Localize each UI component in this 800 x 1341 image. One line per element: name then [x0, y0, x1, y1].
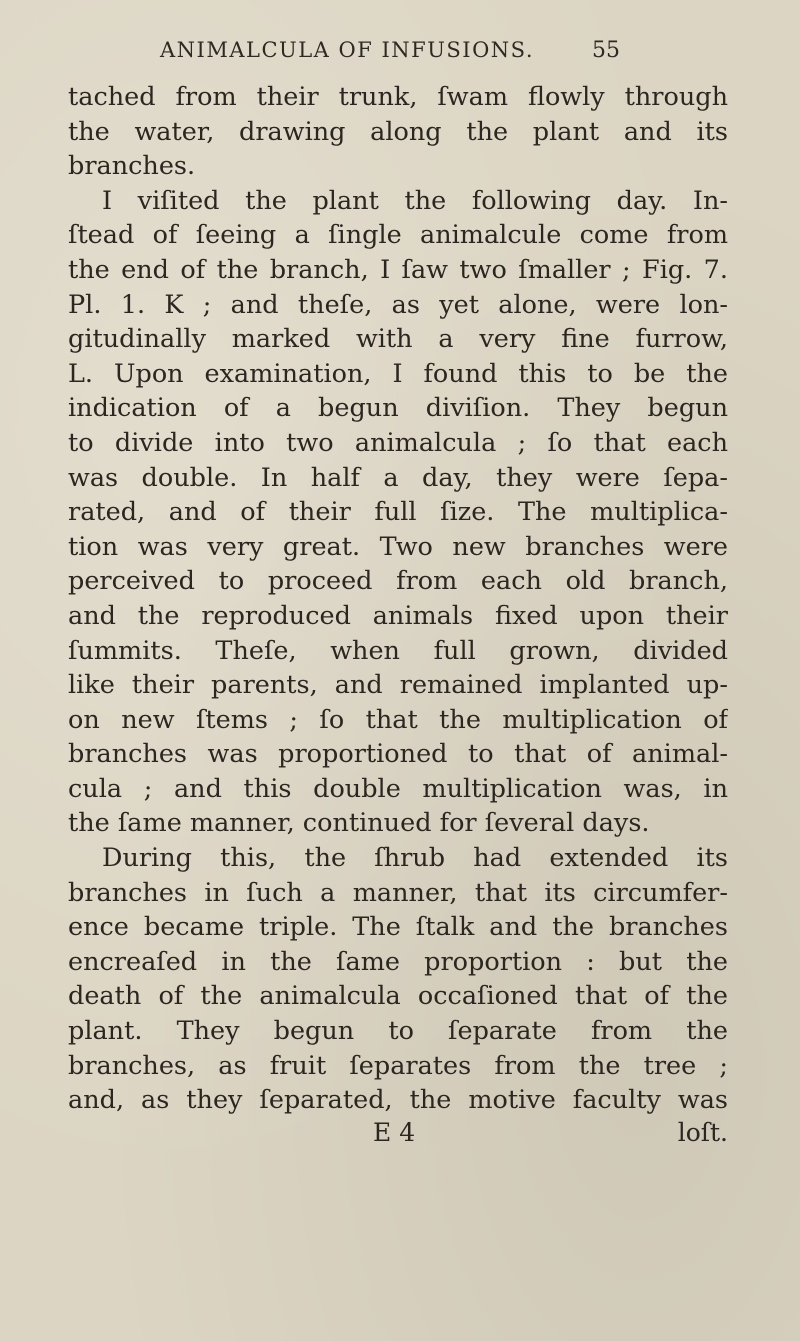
text-line: rated, and of their full ſize. The multiplica- [68, 497, 728, 528]
text-line: I viſited the plant the following day. In- [102, 185, 728, 216]
text-line: on new ſtems ; ſo that the multiplication of [68, 704, 728, 735]
text-line: During this, the ſhrub had extended its [102, 843, 728, 874]
text-line: to divide into two animalcula ; ſo that each [68, 427, 728, 458]
page-footer [68, 1118, 728, 1154]
text-line: ſtead of ſeeing a ſingle animalcule come from [68, 220, 728, 251]
text-line: Pl. 1. K ; and theſe, as yet alone, were lon- [68, 289, 728, 320]
text-line: branches, as fruit ſeparates from the tree ; [68, 1050, 728, 1081]
text-line: ſummits. Theſe, when full grown, divided [68, 635, 728, 666]
text-line: plant. They begun to ſeparate from the [68, 1016, 728, 1047]
text-line: death of the animalcula occaſioned that of the [68, 981, 728, 1012]
signature-mark: E 4 [373, 1118, 416, 1147]
catchword: loſt. [677, 1118, 728, 1147]
page-number: 55 [592, 38, 620, 63]
running-head: ANIMALCULA OF INFUSIONS. [160, 38, 534, 62]
text-line: encreaſed in the ſame proportion : but the [68, 946, 728, 977]
text-line: indication of a begun diviſion. They begun [68, 393, 728, 424]
text-line: branches in ſuch a manner, that its circumfer- [68, 877, 728, 908]
text-line: branches was proportioned to that of animal- [68, 739, 728, 770]
text-line: branches. [68, 151, 196, 182]
text-line: the ſame manner, continued for ſeveral days. [68, 808, 650, 839]
text-line: L. Upon examination, I found this to be the [68, 358, 728, 389]
text-line: tached from their trunk, ſwam flowly through [68, 82, 728, 112]
text-line: the end of the branch, I ſaw two ſmaller ; Fig. 7. [68, 254, 728, 285]
text-line: was double. In half a day, they were ſepa- [68, 462, 728, 493]
text-line: cula ; and this double multiplication was, in [68, 773, 728, 804]
text-line: perceived to proceed from each old branch, [68, 566, 728, 597]
text-line: gitudinally marked with a very fine furrow, [68, 324, 728, 355]
body-text [68, 80, 728, 1118]
text-line: the water, drawing along the plant and its [68, 116, 728, 147]
page-header [160, 38, 620, 74]
text-line: and the reproduced animals fixed upon their [68, 600, 728, 631]
text-line: and, as they ſeparated, the motive faculty was [68, 1085, 728, 1116]
text-line: like their parents, and remained implanted up- [68, 670, 728, 701]
text-line: tion was very great. Two new branches were [68, 531, 728, 562]
text-line: ence became triple. The ſtalk and the branches [68, 912, 728, 943]
